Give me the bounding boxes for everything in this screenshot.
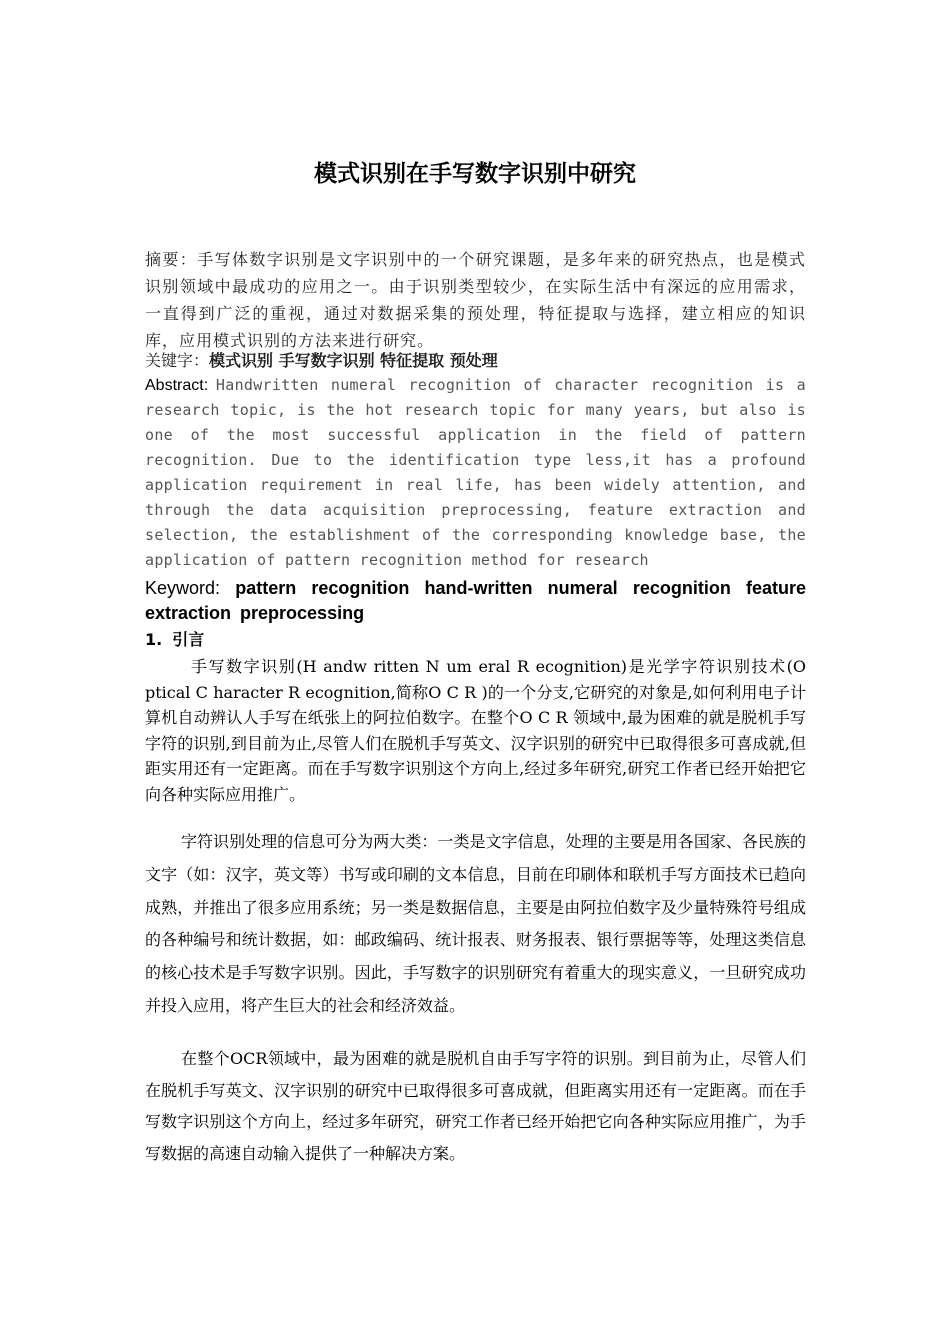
keywords-chinese: [145, 349, 806, 373]
section-number: 1.: [145, 630, 163, 649]
keywords-english: [145, 576, 806, 626]
paragraph: 字符识别处理的信息可分为两大类：一类是文字信息，处理的主要是用各国家、各民族的文字（如：汉字，英文等）书写或印刷的文本信息，目前在印刷体和联机手写方面技术已趋向成熟，并推出了很多应用系统；另一类是数据信息，主要是由阿拉伯数字及少量特殊符号组成的各种编号和统计数据，如：邮政编码、统计报表、财务报表、银行票据等等，处理这类信息的核心技术是手写数字识别。因此，手写数字的识别研究有着重大的现实意义，一旦研究成功并投入应用，将产生巨大的社会和经济效益。: [145, 832, 806, 1015]
keywords-english-value: pattern recognition hand-written numeral recognition feature extraction preprocessing: [145, 578, 806, 623]
keywords-chinese-value: 模式识别 手写数字识别 特征提取 预处理: [209, 351, 498, 370]
abstract-english: [145, 373, 806, 573]
section-heading: [145, 627, 806, 653]
keywords-english-label: Keyword:: [145, 578, 221, 598]
section-title: 引言: [172, 630, 205, 649]
abstract-english-label: Abstract:: [145, 377, 209, 394]
abstract-english-text: Handwritten numeral recognition of character recognition is a research topic, is the hot research topic for many years, but also is one of the most successful application in the field of pattern recognition. Due to the identification type less,it has a profound application requirement in real life, has been widely attention, and through the data acquisition preprocessing, feature extraction and selection, the establishment of the corresponding knowledge base, the application of pattern recognition method for research: [145, 376, 806, 569]
paragraph: 手写数字识别(H andw ritten N um eral R ecognition)是光学字符识别技术(O ptical C haracter R ecognition,简称O C R )的一个分支,它研究的对象是,如何利用电子计算机自动辨认人手写在纸张上的阿拉伯数字。在整个O C R 领域中,最为困难的就是脱机手写字符的识别,到目前为止,尽管人们在脱机手写英文、汉字识别的研究中已取得很多可喜成就,但距实用还有一定距离。而在手写数字识别这个方向上,经过多年研究,研究工作者已经开始把它向各种实际应用推广。: [145, 657, 806, 804]
abstract-chinese: 摘要：手写体数字识别是文字识别中的一个研究课题，是多年来的研究热点，也是模式识别领域中最成功的应用之一。由于识别类型较少，在实际生活中有深远的应用需求，一直得到广泛的重视，通过对数据采集的预处理，特征提取与选择，建立相应的知识库，应用模式识别的方法来进行研究。: [145, 250, 806, 350]
paragraph: 在整个OCR领域中，最为困难的就是脱机自由手写字符的识别。到目前为止，尽管人们在脱机手写英文、汉字识别的研究中已取得很多可喜成就，但距离实用还有一定距离。而在手写数字识别这个方向上，经过多年研究，研究工作者已经开始把它向各种实际应用推广，为手写数据的高速自动输入提供了一种解决方案。: [145, 1049, 806, 1163]
keywords-chinese-label: 关键字：: [145, 351, 210, 370]
document-title: 模式识别在手写数字识别中研究: [314, 161, 636, 187]
